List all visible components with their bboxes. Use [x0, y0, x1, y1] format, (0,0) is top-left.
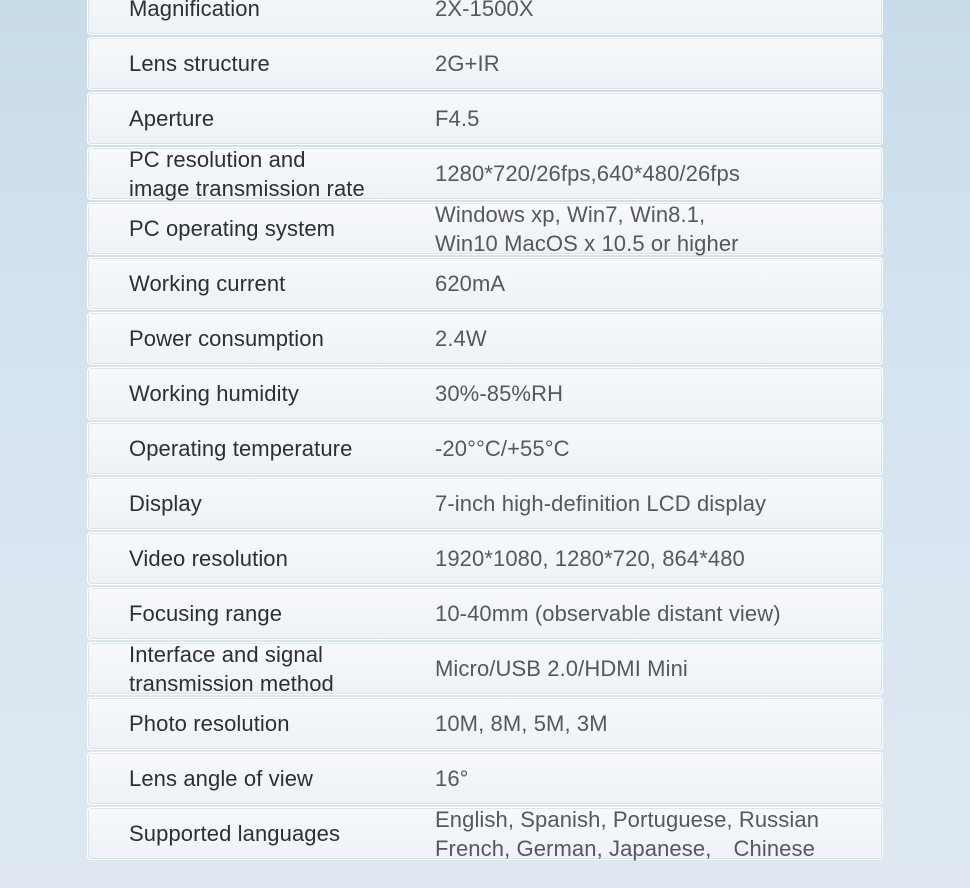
spec-value	[435, 368, 875, 419]
spec-row-working-humidity	[87, 367, 883, 420]
spec-label-text: Photo resolution	[129, 711, 290, 736]
spec-label	[129, 588, 419, 639]
spec-value	[435, 698, 875, 749]
spec-label	[129, 423, 419, 474]
spec-label-text: PC operating system	[129, 216, 336, 241]
spec-value-text: 16°	[435, 766, 469, 791]
spec-value	[435, 258, 875, 309]
spec-row-supported-languages	[87, 807, 883, 860]
spec-value-text: English, Spanish, Portuguese, Russian French, German, Japanese, Chinese	[435, 806, 820, 861]
spec-value-text: 1280*720/26fps,640*480/26fps	[435, 161, 740, 186]
spec-label-text: Display	[129, 491, 202, 516]
spec-label-text: Working humidity	[129, 381, 299, 406]
spec-value-text: 2G+IR	[435, 51, 500, 76]
spec-row-pc-resolution	[87, 147, 883, 200]
spec-label	[129, 643, 419, 694]
spec-value	[435, 93, 875, 144]
spec-label	[129, 533, 419, 584]
spec-row-pc-operating-system	[87, 202, 883, 255]
spec-value	[435, 533, 875, 584]
spec-row-lens-angle	[87, 752, 883, 805]
spec-row-working-current	[87, 257, 883, 310]
spec-row-focusing-range	[87, 587, 883, 640]
spec-label	[129, 368, 419, 419]
spec-label	[129, 93, 419, 144]
spec-label-text: Aperture	[129, 106, 215, 131]
spec-label	[129, 148, 419, 199]
spec-value-text: 2.4W	[435, 326, 487, 351]
spec-label	[129, 698, 419, 749]
spec-value-text: 30%-85%RH	[435, 381, 564, 406]
spec-value	[435, 643, 875, 694]
spec-label-text: Lens structure	[129, 51, 270, 76]
spec-row-video-resolution	[87, 532, 883, 585]
spec-label-text: Magnification	[129, 0, 260, 21]
spec-label-text: Working current	[129, 271, 286, 296]
spec-value	[435, 313, 875, 364]
spec-label	[129, 258, 419, 309]
spec-value-text: 620mA	[435, 271, 506, 296]
spec-row-magnification	[87, 0, 883, 35]
spec-value-text: -20°°C/+55°C	[435, 436, 570, 461]
spec-label-text: Operating temperature	[129, 436, 353, 461]
spec-label-text: Power consumption	[129, 326, 324, 351]
spec-value-text: F4.5	[435, 106, 480, 131]
spec-label-text: Supported languages	[129, 821, 341, 846]
spec-value	[435, 478, 875, 529]
spec-label	[129, 203, 419, 254]
spec-row-power-consumption	[87, 312, 883, 365]
spec-label-text: Lens angle of view	[129, 766, 314, 791]
spec-value	[435, 808, 875, 859]
spec-value	[435, 753, 875, 804]
spec-row-lens-structure	[87, 37, 883, 90]
spec-row-display	[87, 477, 883, 530]
spec-value-text: 10-40mm (observable distant view)	[435, 601, 781, 626]
spec-value-text: 7-inch high-definition LCD display	[435, 491, 767, 516]
spec-table	[87, 0, 883, 862]
spec-value	[435, 38, 875, 89]
spec-row-aperture	[87, 92, 883, 145]
spec-value-text: 1920*1080, 1280*720, 864*480	[435, 546, 745, 571]
spec-value-text: Micro/USB 2.0/HDMI Mini	[435, 656, 688, 681]
spec-row-operating-temperature	[87, 422, 883, 475]
spec-label-text: Video resolution	[129, 546, 288, 571]
spec-label-text: PC resolution and image transmission rate	[129, 146, 365, 201]
spec-label	[129, 753, 419, 804]
spec-value-text: 2X-1500X	[435, 0, 534, 21]
spec-value-text: Windows xp, Win7, Win8.1, Win10 MacOS x 10.5 or higher	[435, 201, 739, 256]
spec-label	[129, 38, 419, 89]
spec-value	[435, 148, 875, 199]
spec-value	[435, 588, 875, 639]
spec-label	[129, 808, 419, 859]
spec-value-text: 10M, 8M, 5M, 3M	[435, 711, 608, 736]
spec-row-photo-resolution	[87, 697, 883, 750]
spec-value	[435, 203, 875, 254]
spec-value	[435, 423, 875, 474]
spec-value	[435, 0, 875, 34]
spec-label-text: Focusing range	[129, 601, 283, 626]
spec-label-text: Interface and signal transmission method	[129, 641, 334, 696]
spec-label	[129, 0, 419, 34]
spec-row-interface	[87, 642, 883, 695]
spec-label	[129, 313, 419, 364]
spec-label	[129, 478, 419, 529]
